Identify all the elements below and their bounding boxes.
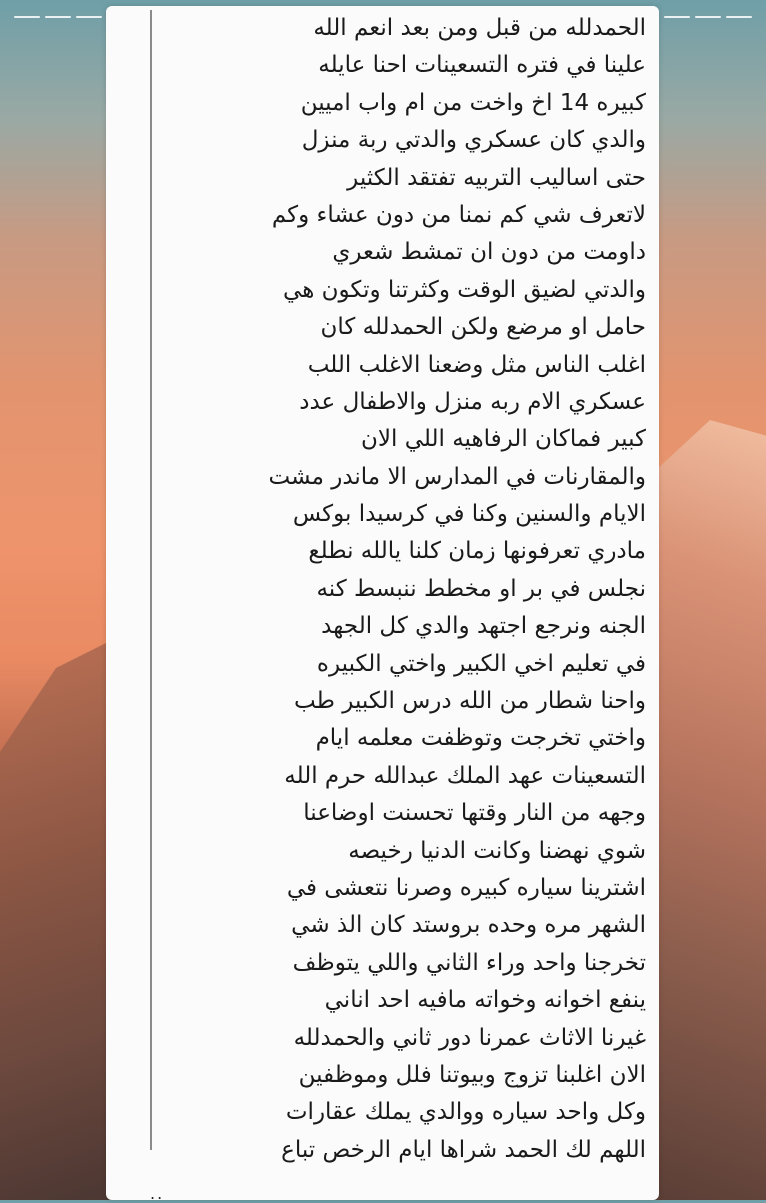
text-line: حتى اساليب التربيه تفتقد الكثير — [347, 164, 646, 191]
text-line: وكل واحد سياره ووالدي يملك عقارات — [285, 1099, 646, 1126]
text-line: الشهر مره وحده بروستد كان الذ شي — [291, 912, 646, 939]
text-line: والدتي لضيق الوقت وكثرتنا وتكون هي — [283, 276, 646, 303]
text-line: وجهه من النار وقتها تحسنت اوضاعنا — [303, 800, 646, 827]
post-text — [166, 10, 646, 1169]
text-line: اغلب الناس مثل وضعنا الاغلب اللب — [307, 351, 646, 378]
text-line: علينا في فتره التسعينات احنا عايله — [318, 52, 646, 79]
text-line: ينفع اخوانه وخواته مافيه احد اناني — [324, 987, 646, 1014]
text-line: مادري تعرفونها زمان كلنا يالله نطلع — [308, 538, 646, 565]
text-line: تخرجنا واحد وراء الثاني واللي يتوظف — [292, 949, 646, 976]
text-line: واحنا شطار من الله درس الكبير طب — [294, 688, 646, 715]
text-line: الحمدلله من قبل ومن بعد انعم الله — [313, 15, 646, 41]
text-line: لاتعرف شي كم نمنا من دون عشاء وكم — [271, 201, 646, 228]
text-line: اللهم لك الحمد شراها ايام الرخص تباع — [281, 1136, 646, 1163]
text-line: والدي كان عسكري والدتي ربة منزل — [301, 127, 646, 154]
text-line: كبير فماكان الرفاهيه اللي الان — [361, 426, 646, 453]
text-line: واختي تخرجت وتوظفت معلمه ايام — [315, 725, 646, 752]
text-line: الجنه ونرجع اجتهد والدي كل الجهد — [321, 613, 646, 640]
text-line: الايام والسنين وكنا في كرسيدا بوكس — [292, 501, 646, 528]
quoted-post-card — [106, 6, 659, 1203]
text-line: نجلس في بر او مخطط ننبسط كنه — [316, 575, 646, 602]
more-indicator: .. — [150, 1184, 165, 1203]
text-line: كبيره 14 اخ واخت من ام واب اميين — [300, 89, 646, 116]
text-line: غيرنا الاثاث عمرنا دور ثاني والحمدلله — [293, 1024, 646, 1051]
text-line: التسعينات عهد الملك عبدالله حرم الله — [284, 762, 646, 789]
text-line: والمقارنات في المدارس الا ماندر مشت — [268, 463, 646, 490]
text-line: عسكري الام ربه منزل والاطفال عدد — [299, 388, 646, 415]
text-line: اشترينا سياره كبيره وصرنا نتعشى في — [286, 874, 646, 901]
quote-bar — [150, 10, 152, 1150]
text-line: الان اغلبنا تزوج وبيوتنا فلل وموظفين — [298, 1061, 646, 1088]
text-line: حامل او مرضع ولكن الحمدلله كان — [320, 314, 646, 341]
text-line: شوي نهضنا وكانت الدنيا رخيصه — [348, 837, 646, 864]
text-line: في تعليم اخي الكبير واختي الكبيره — [316, 650, 646, 677]
text-line: داومت من دون ان تمشط شعري — [332, 239, 646, 266]
